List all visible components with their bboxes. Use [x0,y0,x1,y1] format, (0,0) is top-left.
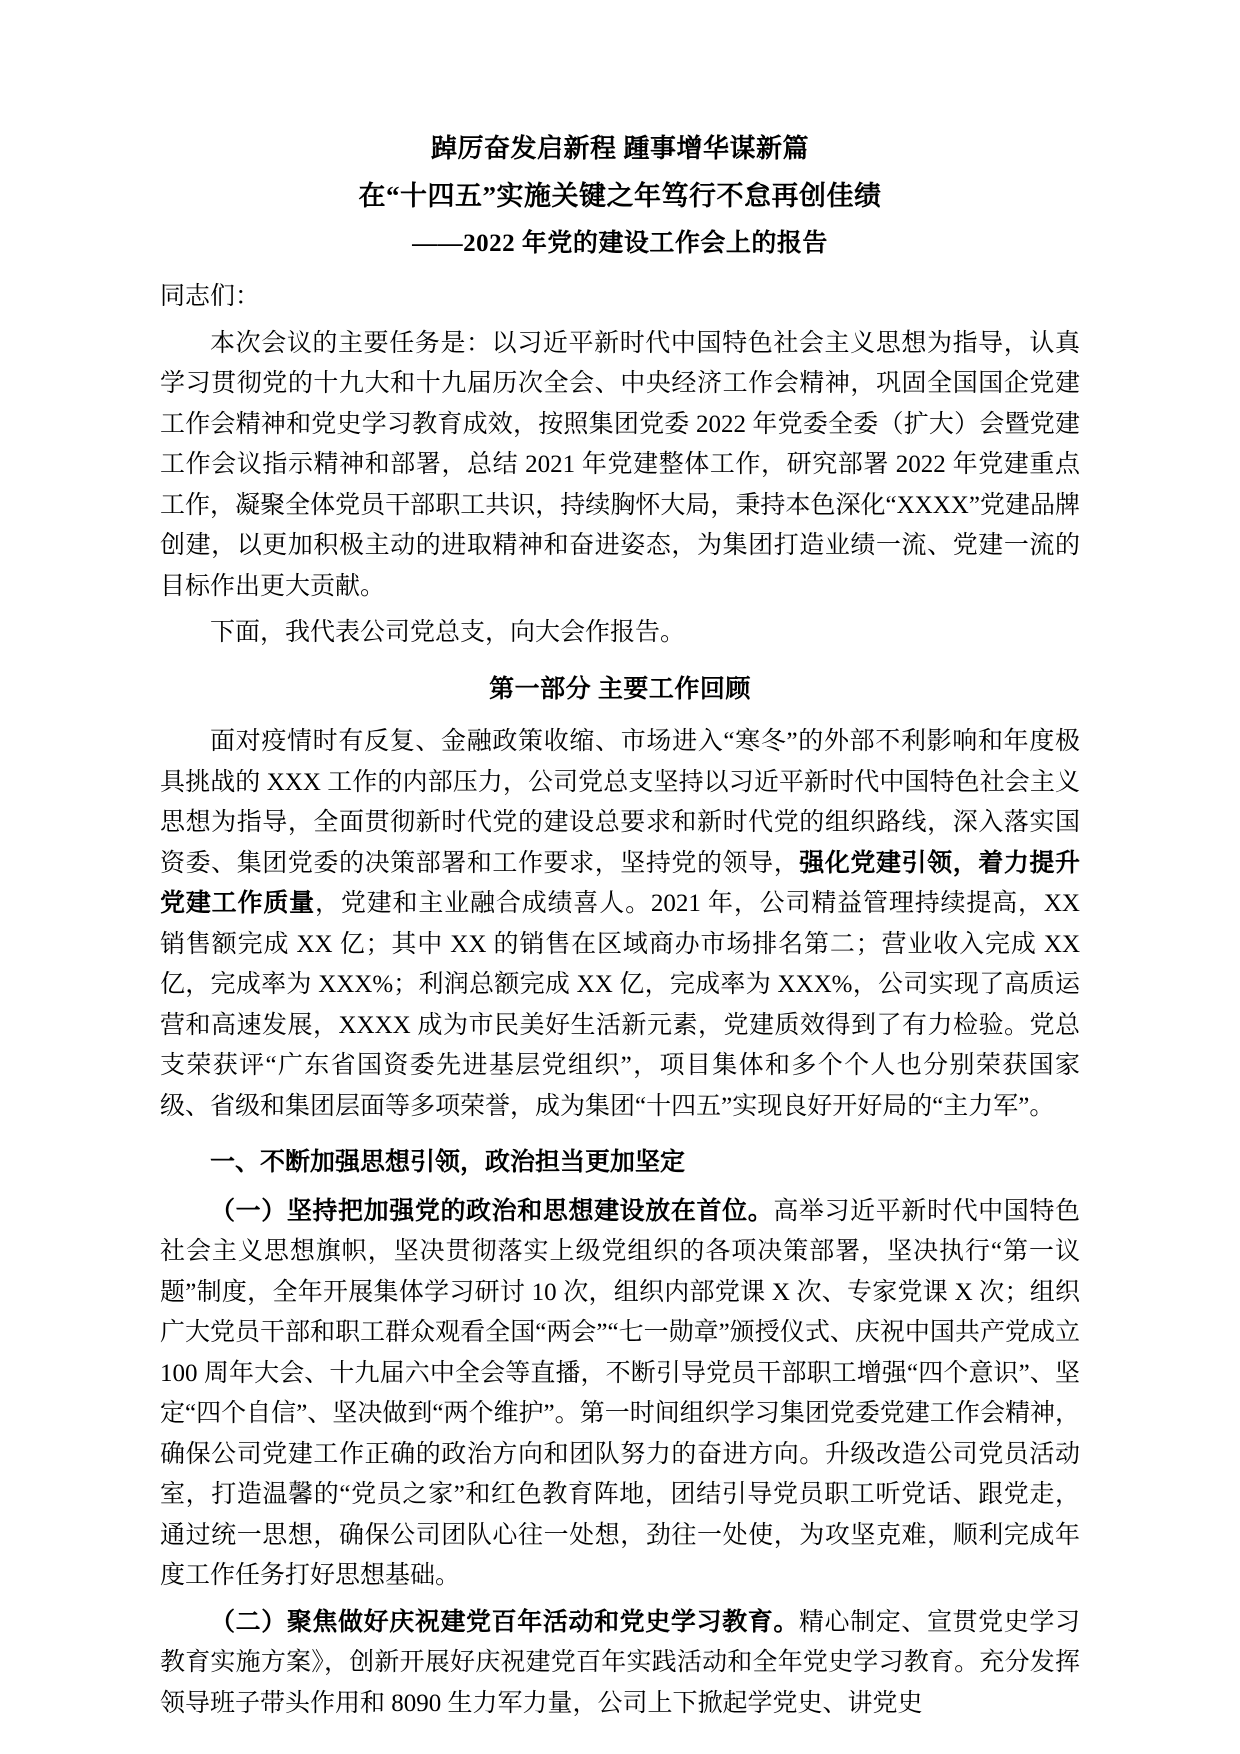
paragraph-part-one-review [160,722,1080,1127]
subsection-one-one [160,1192,1080,1597]
subsection-one-one-text: 高举习近平新时代中国特色社会主义思想旗帜，坚决贯彻落实上级党组织的各项决策部署，坚决执行“第一议题”制度，全年开展集体学习研讨 10 次，组织内部党课 X 次、专家党课 X 次；组织广大党员干部和职工群众观看全国“两会”“七一勋章”颁授仪式、庆祝中国共产党成立 100 周年大会、十九届六中全会等直播，不断引导党员干部职工增强“四个意识”、坚定“四个自信”、坚决做到“两个维护”。第一时间组织学习集团党委党建工作会精神，确保公司党建工作正确的政治方向和团队努力的奋进方向。升级改造公司党员活动室，打造温馨的“党员之家”和红色教育阵地，团结引导党员职工听党话、跟党走，通过统一思想，确保公司团队心往一处想，劲往一处使，为攻坚克难，顺利完成年度工作任务打好思想基础。 [160,1197,1080,1590]
part-heading-one: 第一部分 主要工作回顾 [489,675,751,703]
document-title-line-3: ——2022 年党的建设工作会上的报告 [412,229,828,257]
subsection-one-one-lead: （一）坚持把加强党的政治和思想建设放在首位。 [210,1197,774,1225]
paragraph-opening-task: 本次会议的主要任务是：以习近平新时代中国特色社会主义思想为指导，认真学习贯彻党的十九大和十九届历次全会、中央经济工作会精神，巩固全国国企党建工作会精神和党史学习教育成效，按照集团党委 2022 年党委全委（扩大）会暨党建工作会议指示精神和部署，总结 2021 年党建整体工作，研究部署 2022 年党建重点工作，凝聚全体党员干部职工共识，持续胸怀大局，秉持本色深化“XXXX”党建品牌创建，以更加积极主动的进取精神和奋进姿态，为集团打造业绩一流、党建一流的目标作出更大贡献。 [160,329,1080,600]
document-title-line-2: 在“十四五”实施关键之年笃行不怠再创佳绩 [358,181,882,212]
paragraph-report-intro: 下面，我代表公司党总支，向大会作报告。 [210,619,686,647]
section-heading-one: 一、不断加强思想引领，政治担当更加坚定 [210,1149,686,1177]
subsection-one-two [160,1603,1080,1725]
document-body [160,128,1080,1724]
part-one-segment-normal-1: 面对疫情时有反复、金融政策收缩、市场进入“寒冬”的外部不利影响和年度极具挑战的 XXX 工作的内部压力，公司党总支坚持以习近平新时代中国特色社会主义思想为指导，全面贯彻新时代党的建设总要求和新时代党的组织路线，深入落实国资委、集团党委的决策部署和工作要求，坚持党的领导， [160,728,1080,877]
subsection-one-two-lead: （二）聚焦做好庆祝建党百年活动和党史学习教育。 [210,1608,799,1636]
document-title-line-1: 踔厉奋发启新程 踵事增华谋新篇 [430,134,809,163]
subsection-one-two-text: 精心制定、宣贯党史学习教育实施方案》，创新开展好庆祝建党百年实践活动和全年党史学习教育。充分发挥领导班子带头作用和 8090 生力军力量，公司上下掀起学党史、讲党史 [160,1608,1080,1717]
part-one-segment-bold: 强化党建引领，着力提升党建工作质量 [160,849,1080,918]
part-one-segment-normal-2: ，党建和主业融合成绩喜人。2021 年，公司精益管理持续提高，XX 销售额完成 XX 亿；其中 XX 的销售在区域商办市场排名第二；营业收入完成 XX 亿，完成率为 XXX%；利润总额完成 XX 亿，完成率为 XXX%，公司实现了高质运营和高速发展，XXXX 成为市民美好生活新元素，党建质效得到了有力检验。党总支荣获评“广东省国资委先进基层党组织”，项目集体和多个个人也分别荣获国家级、省级和集团层面等多项荣誉，成为集团“十四五”实现良好开好局的“主力军”。 [160,890,1080,1120]
salutation: 同志们： [160,283,261,311]
